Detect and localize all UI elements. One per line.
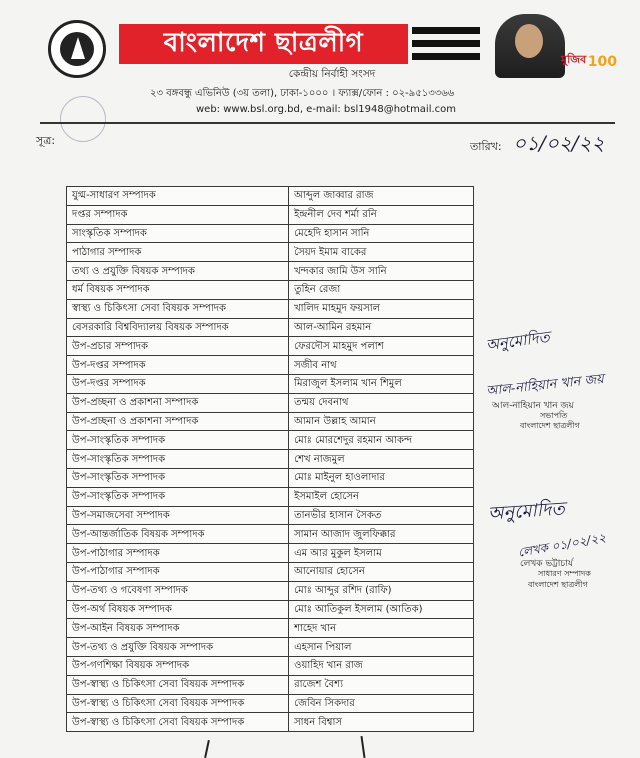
table-row <box>67 562 474 581</box>
name-cell: খন্দকার জামি উস সানি <box>289 262 474 281</box>
name-cell: খালিদ মাহমুদ ফয়সাল <box>289 299 474 318</box>
signatory-1-org: বাংলাদেশ ছাত্রলীগ <box>520 421 580 430</box>
table-row <box>67 431 474 450</box>
name-cell: সজীব নাথ <box>289 356 474 375</box>
role-cell: উপ-আন্তর্জাতিক বিষয়ক সম্পাদক <box>67 525 289 544</box>
table-row <box>67 318 474 337</box>
table-row <box>67 581 474 600</box>
name-cell: এহসান পিয়াল <box>289 638 474 657</box>
role-cell: সাংস্কৃতিক সম্পাদক <box>67 224 289 243</box>
table-row <box>67 468 474 487</box>
signature-1: আল-নাহিয়ান খান জয় <box>485 371 605 400</box>
role-cell: উপ-সাংস্কৃতিক সম্পাদক <box>67 468 289 487</box>
role-cell: উপ-সাংস্কৃতিক সম্পাদক <box>67 431 289 450</box>
role-cell: উপ-আইন বিষয়ক সম্পাদক <box>67 619 289 638</box>
table-row <box>67 374 474 393</box>
table-row <box>67 393 474 412</box>
signatory-2-org: বাংলাদেশ ছাত্রলীগ <box>528 580 588 589</box>
faded-stamp <box>60 96 106 142</box>
table-row <box>67 356 474 375</box>
committee-table-body <box>67 187 474 732</box>
signatory-2-name: লেখক ভট্টাচার্য <box>520 559 574 569</box>
name-cell: সৈয়দ ইমাম বাকের <box>289 243 474 262</box>
table-row <box>67 243 474 262</box>
name-cell: তন্ময় দেবনাথ <box>289 393 474 412</box>
role-cell: উপ-স্বাস্থ্য ও চিকিৎসা সেবা বিষয়ক সম্পাদক <box>67 713 289 732</box>
name-cell: আমান উল্লাহ আমান <box>289 412 474 431</box>
name-cell: রাজেশ বৈশ্য <box>289 675 474 694</box>
table-row <box>67 262 474 281</box>
role-cell: উপ-অর্থ বিষয়ক সম্পাদক <box>67 600 289 619</box>
signatory-1-name: আল-নাহিয়ান খান জয় <box>492 401 574 411</box>
organization-logo <box>48 20 106 78</box>
table-row <box>67 713 474 732</box>
approval-handwriting-1: অনুমোদিত <box>484 327 551 355</box>
date-label: তারিখ: <box>470 140 502 153</box>
role-cell: উপ-প্রচার সম্পাদক <box>67 337 289 356</box>
role-cell: উপ-গণশিক্ষা বিষয়ক সম্পাদক <box>67 656 289 675</box>
name-cell: সামান আজাদ জুলফিক্কার <box>289 525 474 544</box>
name-cell: ইন্দ্রনীল দেব শর্মা রনি <box>289 205 474 224</box>
name-cell: সাধন বিশ্বাস <box>289 713 474 732</box>
role-cell: উপ-তথ্য ও গবেষণা সম্পাদক <box>67 581 289 600</box>
role-cell: পাঠাগার সম্পাদক <box>67 243 289 262</box>
name-cell: ওয়াহিদ খান রাজ <box>289 656 474 675</box>
org-address: ২৩ বঙ্গবন্ধু এভিনিউ (৩য় তলা), ঢাকা-১০০০ । ফ্যাক্স/ফোন : ০২-৯৫১৩৩৬৬ <box>150 88 455 99</box>
table-row <box>67 487 474 506</box>
signature-2: লেখক ০১/০২/২২ <box>517 530 607 560</box>
role-cell: উপ-সাংস্কৃতিক সম্পাদক <box>67 450 289 469</box>
role-cell: উপ-পাঠাগার সম্পাদক <box>67 544 289 563</box>
name-cell: ফেরদৌস মাহমুদ পলাশ <box>289 337 474 356</box>
table-row <box>67 656 474 675</box>
table-row <box>67 187 474 206</box>
table-row <box>67 506 474 525</box>
name-cell: মিরাজুল ইসলাম খান শিমুল <box>289 374 474 393</box>
org-subtitle: কেন্দ্রীয় নির্বাহী সংসদ <box>288 68 376 80</box>
pen-stroke <box>360 736 365 758</box>
role-cell: স্বাস্থ্য ও চিকিৎসা সেবা বিষয়ক সম্পাদক <box>67 299 289 318</box>
table-row <box>67 205 474 224</box>
role-cell: উপ-দপ্তর সম্পাদক <box>67 356 289 375</box>
pen-stroke <box>204 740 210 758</box>
name-cell: মোঃ মাইনুল হাওলাদার <box>289 468 474 487</box>
name-cell: মেহেদি হাসান সানি <box>289 224 474 243</box>
name-cell: তুহিন রেজা <box>289 280 474 299</box>
badge-mujib-text: মুজিব <box>561 53 587 66</box>
table-row <box>67 224 474 243</box>
role-cell: উপ-তথ্য ও প্রযুক্তি বিষয়ক সম্পাদক <box>67 638 289 657</box>
table-row <box>67 619 474 638</box>
header-divider <box>40 122 615 124</box>
name-cell: আব্দুল জাব্বার রাজ <box>289 187 474 206</box>
table-row <box>67 638 474 657</box>
role-cell: উপ-দপ্তর সম্পাদক <box>67 374 289 393</box>
role-cell: উপ-সমাজসেবা সম্পাদক <box>67 506 289 525</box>
portrait-image <box>495 14 565 78</box>
approval-handwriting-2: অনুমোদিত <box>487 498 566 525</box>
reference-label: সূত্র: <box>36 134 56 147</box>
table-row <box>67 600 474 619</box>
role-cell: ধর্ম বিষয়ক সম্পাদক <box>67 280 289 299</box>
role-cell: উপ-প্রচ্ছনা ও প্রকাশনা সম্পাদক <box>67 412 289 431</box>
table-row <box>67 299 474 318</box>
name-cell: মোঃ আতিকুল ইসলাম (আতিক) <box>289 600 474 619</box>
name-cell: আল-আমিন রহমান <box>289 318 474 337</box>
bar-line <box>412 40 480 47</box>
badge-hundred-text: 100 <box>587 54 617 70</box>
org-web-email: web: www.bsl.org.bd, e-mail: bsl1948@hotmail.com <box>196 104 457 115</box>
signatory-2-title: সাধারণ সম্পাদক <box>538 569 591 578</box>
table-row <box>67 280 474 299</box>
role-cell: উপ-স্বাস্থ্য ও চিকিৎসা সেবা বিষয়ক সম্পাদক <box>67 694 289 713</box>
name-cell: শাহেদ খান <box>289 619 474 638</box>
committee-table <box>66 186 474 732</box>
mujib-100-badge <box>561 46 617 70</box>
signatory-1-title: সভাপতি <box>540 411 568 420</box>
bar-line <box>412 53 480 60</box>
name-cell: মোঃ আব্দুর রশিদ (রাফি) <box>289 581 474 600</box>
org-title-banner <box>119 24 408 64</box>
role-cell: দপ্তর সম্পাদক <box>67 205 289 224</box>
table-row <box>67 412 474 431</box>
name-cell: মোঃ মোরশেদুর রহমান আকন্দ <box>289 431 474 450</box>
name-cell: শেখ নাজমুল <box>289 450 474 469</box>
role-cell: উপ-পাঠাগার সম্পাদক <box>67 562 289 581</box>
role-cell: বেসরকারি বিশ্ববিদ্যালয় বিষয়ক সম্পাদক <box>67 318 289 337</box>
role-cell: তথ্য ও প্রযুক্তি বিষয়ক সম্পাদক <box>67 262 289 281</box>
name-cell: ইসমাইল হোসেন <box>289 487 474 506</box>
name-cell: জেবিন সিকদার <box>289 694 474 713</box>
bar-line <box>412 27 480 34</box>
portrait-face <box>515 24 543 58</box>
name-cell: তানভীর হাসান সৈকত <box>289 506 474 525</box>
table-row <box>67 450 474 469</box>
table-row <box>67 525 474 544</box>
table-row <box>67 337 474 356</box>
table-row <box>67 694 474 713</box>
table-row <box>67 544 474 563</box>
name-cell: এম আর মুকুল ইসলাম <box>289 544 474 563</box>
date-value: ০১/০২/২২ <box>513 131 605 155</box>
role-cell: যুগ্ম-সাধারণ সম্পাদক <box>67 187 289 206</box>
org-title: বাংলাদেশ ছাত্রলীগ <box>163 28 364 58</box>
name-cell: আনোয়ার হোসেন <box>289 562 474 581</box>
role-cell: উপ-সাংস্কৃতিক সম্পাদক <box>67 487 289 506</box>
table-row <box>67 675 474 694</box>
decorative-bars <box>412 27 480 65</box>
role-cell: উপ-স্বাস্থ্য ও চিকিৎসা সেবা বিষয়ক সম্পাদক <box>67 675 289 694</box>
role-cell: উপ-প্রচ্ছনা ও প্রকাশনা সম্পাদক <box>67 393 289 412</box>
logo-figure-icon <box>71 37 85 59</box>
